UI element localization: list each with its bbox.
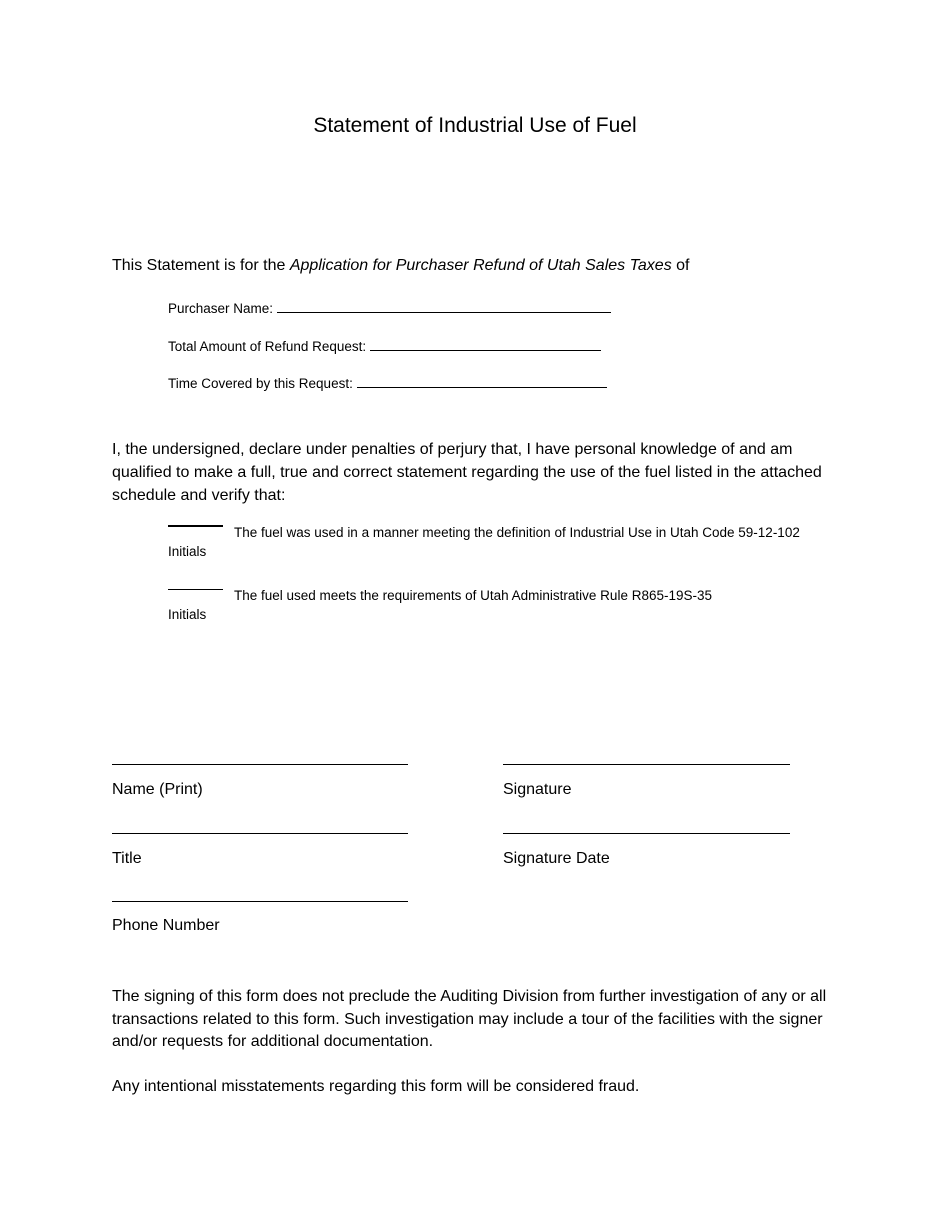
name-print-label: Name (Print) (112, 781, 203, 798)
time-covered-label: Time Covered by this Request: (168, 376, 353, 391)
signature-date-label: Signature Date (503, 850, 610, 867)
purchaser-name-label: Purchaser Name: (168, 301, 274, 316)
initials-field-2[interactable] (168, 589, 223, 590)
initials-label-1: Initials (168, 544, 207, 559)
intro-application-name: Application for Purchaser Refund of Utah Sales Taxes (289, 257, 672, 274)
time-covered-row (168, 373, 607, 391)
signature-field[interactable] (503, 764, 790, 765)
phone-number-label: Phone Number (112, 917, 220, 934)
purchaser-name-row (168, 298, 611, 316)
initials-label-2: Initials (168, 607, 207, 622)
refund-amount-field[interactable] (370, 336, 601, 351)
declaration-paragraph: I, the undersigned, declare under penalties of perjury that, I have personal knowledge of and am qualified to make a full, true and correct statement regarding the use of the fuel listed in the attached schedule and verify that: (112, 441, 822, 504)
fraud-warning: Any intentional misstatements regarding this form will be considered fraud. (112, 1078, 640, 1095)
purchaser-name-field[interactable] (277, 298, 611, 313)
verification-statement-1: The fuel was used in a manner meeting the definition of Industrial Use in Utah Code 59-12-102 (234, 525, 800, 540)
title-label: Title (112, 850, 142, 867)
verification-statement-2: The fuel used meets the requirements of Utah Administrative Rule R865-19S-35 (234, 588, 712, 603)
time-covered-field[interactable] (357, 373, 607, 388)
signature-date-field[interactable] (503, 833, 790, 834)
refund-amount-label: Total Amount of Refund Request: (168, 339, 367, 354)
audit-notice-paragraph: The signing of this form does not preclude the Auditing Division from further investigation of any or all transactions related to this form. Such investigation may include a tour of the facilities with the signer and/or requests for additional documentation. (112, 988, 827, 1050)
phone-number-field[interactable] (112, 901, 408, 902)
title-field[interactable] (112, 833, 408, 834)
initials-field-1[interactable] (168, 525, 223, 527)
intro-prefix: This Statement is for the (112, 257, 290, 274)
name-print-field[interactable] (112, 764, 408, 765)
intro-statement (112, 257, 690, 275)
refund-amount-row (168, 336, 601, 354)
page-title: Statement of Industrial Use of Fuel (313, 114, 637, 137)
intro-suffix: of (671, 257, 690, 274)
signature-label: Signature (503, 781, 572, 798)
